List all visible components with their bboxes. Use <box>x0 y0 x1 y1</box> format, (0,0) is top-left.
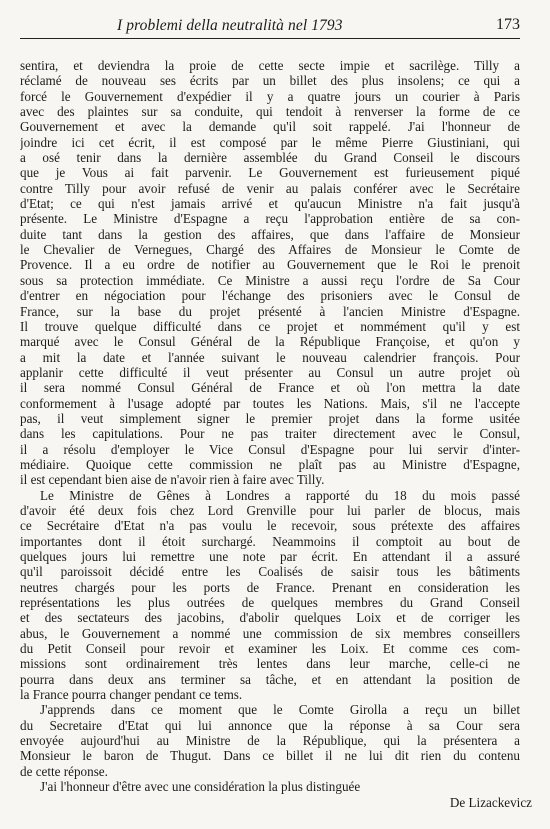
text-line: J'apprends dans ce moment que le Comte Girolla a reçu un billet <box>40 702 520 718</box>
text-line: ce Secrétaire d'Etat n'a pas voulu le recevoir, sous prétexte des affaires <box>20 518 520 534</box>
text-line: neutres chargés pour les ports de France. Prenant en consideration les <box>20 579 520 595</box>
closing-line: J'ai l'honneur d'être avec une considération la plus distinguée <box>40 779 361 795</box>
text-line: contre Tilly pour avoir refusé de venir au palais conférer avec le Secrétaire <box>20 180 520 196</box>
text-line: du Secretaire d'Etat qui lui annonce que la réponse à sa Cour sera <box>20 717 520 733</box>
text-line: médiaire. Quoique cette commission ne plaît pas au Ministre d'Espagne, <box>20 456 520 472</box>
text-line: importantes dont il étoit surchargé. Neammoins il comptoit au bout de <box>20 533 520 549</box>
letter-body <box>20 58 520 795</box>
text-line: Monsieur le baron de Thugut. Dans ce billet il ne lui dit rien du contenu <box>20 748 520 764</box>
text-line: sous sa protection immédiate. Ce Ministre a aussi reçu l'ordre de Sa Cour <box>20 272 520 288</box>
text-line: avec des plaintes sur sa conduite, qui tendoit à renverser la forme de ce <box>20 104 520 120</box>
text-line: conformement à l'usage adopté par toutes les Nations. Mais, s'il ne l'accepte <box>20 395 520 411</box>
signature: De Lizackevicz <box>449 795 532 810</box>
text-line: il sera nommé Consul Général de France et où l'on mettra la date <box>20 380 520 396</box>
text-line: joindre ici cet écrit, il est composé par le même Pierre Giustiniani, qui <box>20 134 520 150</box>
text-line: il a résolu d'employer le Vice Consul d'Espagne pour lui servir d'inter- <box>20 441 520 457</box>
text-line: présente. Le Ministre d'Espagne a reçu l'approbation entière de sa con- <box>20 211 520 227</box>
text-line: pourra dans deux ans terminer sa tâche, et en attendant la position de <box>20 671 520 687</box>
text-line: représentations les plus outrées de quelques membres du Grand Conseil <box>20 595 520 611</box>
text-line: de cette réponse. <box>20 763 108 779</box>
text-line: missions sont ordinairement très lentes dans leur marche, celle-ci ne <box>20 656 520 672</box>
text-line: du Petit Conseil pour revoir et examiner les Loix. Et comme ces com- <box>20 641 520 657</box>
text-line: d'entrer en négociation pour l'échange des prisoniers avec le Consul de <box>20 288 520 304</box>
text-line: quelques jours lui remettre une note par écrit. En attendant il a assuré <box>20 549 520 564</box>
text-line: duite tant dans la gestion des affaires, que dans l'affaire de Monsieur <box>20 226 520 242</box>
text-line: envoyée aujourd'hui au Ministre de la République, qui la présentera a <box>20 733 520 749</box>
text-line: le Chevalier de Vernegues, Chargé des Affaires de Monsieur le Comte de <box>20 242 520 258</box>
text-line: d'Etat; ce qui n'est jamais arrivé et qu'aucun Ministre n'a fait jusqu'à <box>20 196 520 212</box>
text-line: pas, il veut simplement signer le premier projet dans la forme usitée <box>20 410 520 426</box>
running-title: I problemi della neutralità nel 1793 <box>117 17 343 34</box>
text-line: dans les capitulations. Pour ne pas traiter directement avec le Consul, <box>20 426 520 442</box>
page-number: 173 <box>496 16 520 33</box>
text-line: a mit la date et l'année suivant le nouveau calendrier françois. Pour <box>20 349 520 365</box>
text-line: qu'il paroissoit décidé entre les Coalisés de saisir tous les bâtiments <box>20 564 520 580</box>
text-line: forcé le Gouvernement d'expédier il y a quatre jours un courier à Paris <box>20 88 520 104</box>
text-line: applanir cette difficulté il veut présenter au Consul un autre projet où <box>20 364 520 380</box>
text-line: abus, le Gouvernement a nommé une commission de six membres conseillers <box>20 625 520 641</box>
text-line: France, sur la base du projet présenté à l'ancien Ministre d'Espagne. <box>20 303 520 319</box>
running-header <box>20 14 520 39</box>
text-line: il est cependant bien aise de n'avoir rien à faire avec Tilly. <box>20 472 325 488</box>
text-line: réclamé de nouveau ses écrits par un billet des plus insolens; ce qui a <box>20 73 520 89</box>
text-line: d'avoir été deux fois chez Lord Grenville pour lui parler de blocus, mais <box>20 502 520 518</box>
text-line: a osé tenir dans la dernière assemblée du Grand Conseil le discours <box>20 150 520 166</box>
text-line: la France pourra changer pendant ce tems. <box>20 687 243 703</box>
text-line: Il trouve quelque difficulté dans ce projet et nommément qu'il y est <box>20 318 520 334</box>
text-line: que je Vous ai fait parvenir. Le Gouvernement est furieusement piqué <box>20 165 520 181</box>
text-line: marqué avec le Consul Général de la République Françoise, et qu'on y <box>20 334 520 350</box>
text-line: Provence. Il a eu ordre de notifier au Gouvernement que le Roi le prenoit <box>20 257 520 273</box>
text-line: Le Ministre de Gênes à Londres a rapporté du 18 du mois passé <box>40 487 520 503</box>
text-line: sentira, et deviendra la proie de cette secte impie et sacrilège. Tilly a <box>20 58 520 73</box>
text-line: et des sectateurs des jacobins, d'abolir quelques Loix et de corriger les <box>20 610 520 626</box>
text-line: Gouvernement et avec la demande qu'il soit rappelé. J'ai l'honneur de <box>20 119 520 135</box>
